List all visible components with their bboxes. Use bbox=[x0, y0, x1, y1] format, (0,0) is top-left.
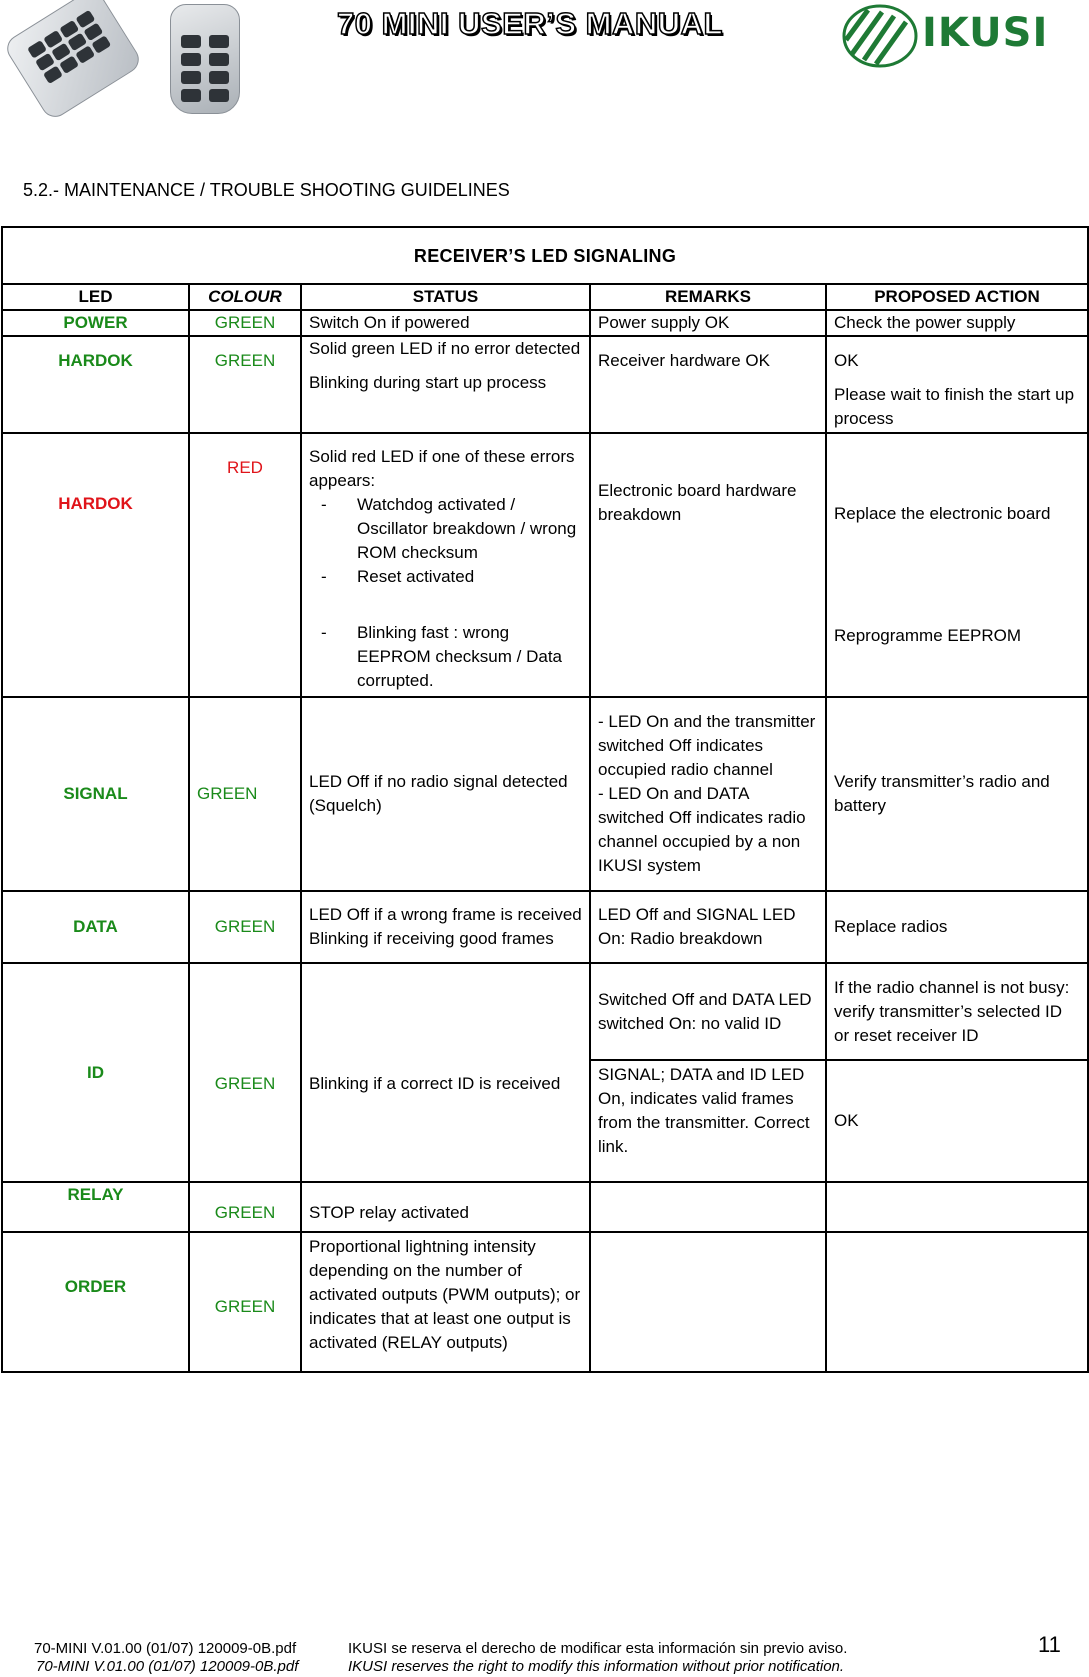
led-name: POWER bbox=[2, 310, 189, 336]
page-number: 11 bbox=[1038, 1632, 1061, 1657]
column-header-status: STATUS bbox=[301, 284, 590, 310]
ikusi-logo-icon bbox=[842, 4, 918, 68]
led-name: ID bbox=[2, 963, 189, 1182]
action-text: Replace the electronic board bbox=[834, 504, 1051, 523]
status-cell bbox=[301, 433, 590, 697]
led-colour: GREEN bbox=[189, 336, 301, 433]
led-name: HARDOK bbox=[2, 336, 189, 433]
remarks-cell: - LED On and the transmitter switched Off indicates occupied radio channel - LED On and DATA switched Off indicates radio channel occupied by a non IKUSI system bbox=[590, 697, 826, 891]
status-cell bbox=[301, 336, 590, 433]
led-colour: GREEN bbox=[189, 1182, 301, 1232]
led-name: HARDOK bbox=[2, 433, 189, 697]
status-text: Solid red LED if one of these errors appears: bbox=[309, 447, 575, 490]
table-row-hardok-green bbox=[2, 336, 1088, 433]
remarks-cell: Power supply OK bbox=[590, 310, 826, 336]
action-text: Please wait to finish the start up process bbox=[834, 385, 1075, 428]
led-colour: GREEN bbox=[189, 963, 301, 1182]
remarks-cell: SIGNAL; DATA and ID LED On, indicates valid frames from the transmitter. Correct link. bbox=[590, 1060, 826, 1182]
led-name: ORDER bbox=[2, 1232, 189, 1372]
status-cell: Blinking if a correct ID is received bbox=[301, 963, 590, 1182]
led-colour: GREEN bbox=[189, 1232, 301, 1372]
action-cell: Replace radios bbox=[826, 891, 1088, 963]
brand-logo-text: IKUSI bbox=[922, 10, 1049, 56]
status-cell: Proportional lightning intensity depending on the number of activated outputs (PWM outputs); or indicates that at least one output is activated (RELAY outputs) bbox=[301, 1232, 590, 1372]
column-header-remarks: REMARKS bbox=[590, 284, 826, 310]
remarks-cell: Receiver hardware OK bbox=[590, 336, 826, 433]
action-cell bbox=[826, 1232, 1088, 1372]
status-cell: LED Off if a wrong frame is received Blinking if receiving good frames bbox=[301, 891, 590, 963]
footer-doc-ref-italic: 70-MINI V.01.00 (01/07) 120009-0B.pdf bbox=[36, 1658, 299, 1675]
table-row-signal bbox=[2, 697, 1088, 891]
remarks-cell: Switched Off and DATA LED switched On: no valid ID bbox=[590, 963, 826, 1060]
footer-doc-ref: 70-MINI V.01.00 (01/07) 120009-0B.pdf bbox=[34, 1640, 297, 1657]
table-row-relay bbox=[2, 1182, 1088, 1232]
action-cell bbox=[826, 433, 1088, 697]
led-name: RELAY bbox=[2, 1182, 189, 1232]
led-name: SIGNAL bbox=[2, 697, 189, 891]
action-cell: Verify transmitter’s radio and battery bbox=[826, 697, 1088, 891]
action-cell bbox=[826, 336, 1088, 433]
remarks-cell bbox=[590, 1182, 826, 1232]
remarks-cell: Electronic board hardware breakdown bbox=[590, 433, 826, 697]
led-colour: GREEN bbox=[189, 310, 301, 336]
column-header-led: LED bbox=[2, 284, 189, 310]
section-title: 5.2.- MAINTENANCE / TROUBLE SHOOTING GUIDELINES bbox=[23, 180, 510, 200]
action-cell: OK bbox=[826, 1060, 1088, 1182]
led-colour: GREEN bbox=[189, 891, 301, 963]
status-cell: STOP relay activated bbox=[301, 1182, 590, 1232]
led-name: DATA bbox=[2, 891, 189, 963]
error-item: - Blinking fast : wrong EEPROM checksum / Data corrupted. bbox=[321, 623, 563, 690]
status-cell: Switch On if powered bbox=[301, 310, 590, 336]
action-text: OK bbox=[834, 351, 859, 370]
action-cell bbox=[826, 1182, 1088, 1232]
transmitter-photo-right bbox=[170, 4, 240, 114]
action-cell: Check the power supply bbox=[826, 310, 1088, 336]
status-text: Blinking during start up process bbox=[309, 373, 547, 392]
action-text: Reprogramme EEPROM bbox=[834, 626, 1022, 645]
transmitter-photo-left bbox=[2, 0, 144, 122]
led-colour: GREEN bbox=[189, 697, 301, 891]
table-row-data bbox=[2, 891, 1088, 963]
footer-notice-en: IKUSI reserves the right to modify this information without prior notification. bbox=[348, 1658, 845, 1675]
led-colour: RED bbox=[189, 433, 301, 697]
status-text: Solid green LED if no error detected bbox=[309, 339, 581, 358]
table-caption: RECEIVER’S LED SIGNALING bbox=[2, 227, 1088, 284]
remarks-cell: LED Off and SIGNAL LED On: Radio breakdown bbox=[590, 891, 826, 963]
table-row-order bbox=[2, 1232, 1088, 1372]
action-cell: If the radio channel is not busy: verify transmitter’s selected ID or reset receiver ID bbox=[826, 963, 1088, 1060]
document-title: 70 MINI USER’S MANUAL bbox=[337, 6, 723, 41]
remarks-cell bbox=[590, 1232, 826, 1372]
column-header-colour: COLOUR bbox=[189, 284, 301, 310]
table-header-row bbox=[2, 284, 1088, 310]
footer-notice-es: IKUSI se reserva el derecho de modificar esta información sin previo aviso. bbox=[348, 1640, 848, 1657]
status-cell: LED Off if no radio signal detected (Squelch) bbox=[301, 697, 590, 891]
led-signaling-table bbox=[1, 226, 1089, 1373]
table-row-id bbox=[2, 963, 1088, 1060]
error-item: - Reset activated bbox=[321, 567, 475, 586]
table-row-power bbox=[2, 310, 1088, 336]
error-item: - Watchdog activated / Oscillator breakdown / wrong ROM checksum bbox=[321, 495, 577, 562]
column-header-proposed-action: PROPOSED ACTION bbox=[826, 284, 1088, 310]
table-row-hardok-red bbox=[2, 433, 1088, 697]
